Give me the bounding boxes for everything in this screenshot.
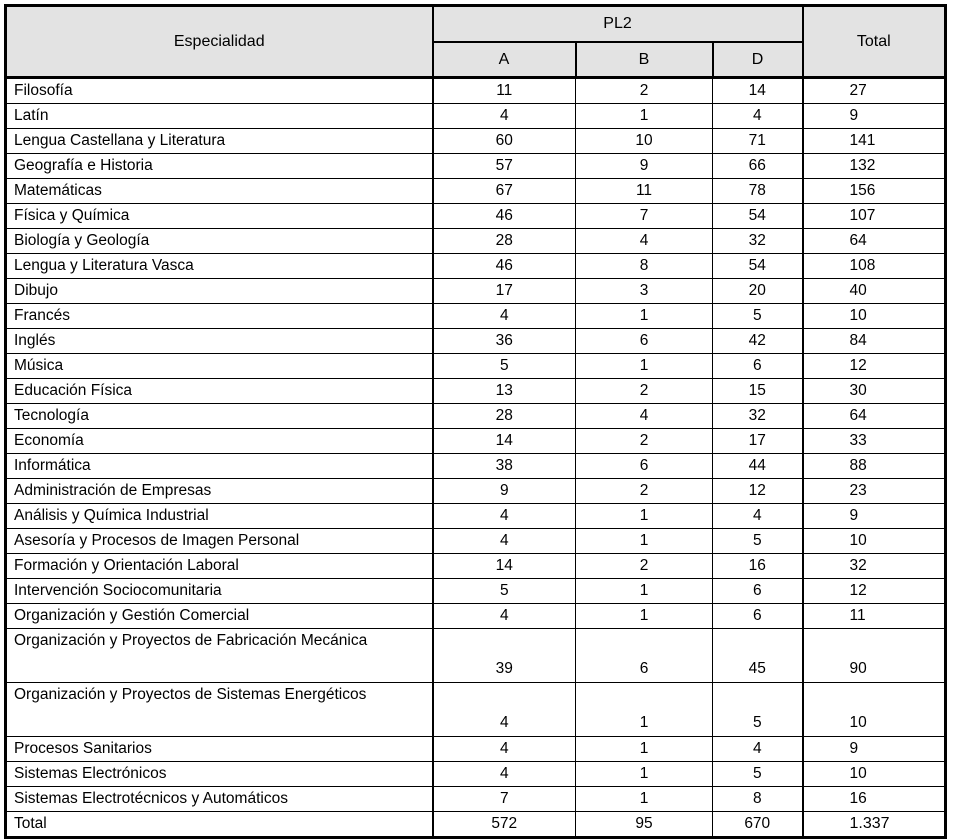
cell-pl2-d: 66 xyxy=(713,154,803,179)
cell-total: 141 xyxy=(803,129,946,154)
cell-pl2-b: 4 xyxy=(576,404,713,429)
cell-total: 9 xyxy=(803,104,946,129)
table-row xyxy=(6,154,946,179)
table-row xyxy=(6,529,946,554)
cell-pl2-a: 28 xyxy=(433,229,576,254)
cell-pl2-a: 14 xyxy=(433,554,576,579)
cell-total: 84 xyxy=(803,329,946,354)
cell-pl2-a: 13 xyxy=(433,379,576,404)
cell-pl2-d: 12 xyxy=(713,479,803,504)
cell-pl2-b: 4 xyxy=(576,229,713,254)
cell-especialidad: Inglés xyxy=(6,329,433,354)
cell-pl2-b: 10 xyxy=(576,129,713,154)
cell-pl2-b: 8 xyxy=(576,254,713,279)
cell-pl2-d: 16 xyxy=(713,554,803,579)
cell-pl2-a: 39 xyxy=(433,629,576,683)
cell-especialidad: Latín xyxy=(6,104,433,129)
cell-especialidad: Lengua Castellana y Literatura xyxy=(6,129,433,154)
cell-pl2-b: 1 xyxy=(576,604,713,629)
table-row xyxy=(6,179,946,204)
cell-pl2-b: 6 xyxy=(576,629,713,683)
cell-pl2-a: 57 xyxy=(433,154,576,179)
cell-pl2-d: 4 xyxy=(713,104,803,129)
cell-pl2-a: 5 xyxy=(433,354,576,379)
cell-especialidad: Matemáticas xyxy=(6,179,433,204)
column-group-header-pl2: PL2 xyxy=(433,6,803,43)
cell-pl2-d: 6 xyxy=(713,579,803,604)
cell-total: 12 xyxy=(803,354,946,379)
cell-pl2-a: 4 xyxy=(433,737,576,762)
cell-pl2-d: 54 xyxy=(713,204,803,229)
cell-pl2-a: 4 xyxy=(433,504,576,529)
cell-total: 88 xyxy=(803,454,946,479)
cell-total: 40 xyxy=(803,279,946,304)
cell-pl2-a: 60 xyxy=(433,129,576,154)
cell-pl2-d: 17 xyxy=(713,429,803,454)
cell-pl2-b: 1 xyxy=(576,787,713,812)
cell-especialidad: Biología y Geología xyxy=(6,229,433,254)
cell-pl2-d: 42 xyxy=(713,329,803,354)
table-row xyxy=(6,379,946,404)
cell-pl2-d: 71 xyxy=(713,129,803,154)
table-row xyxy=(6,604,946,629)
cell-pl2-b: 1 xyxy=(576,504,713,529)
cell-pl2-d: 4 xyxy=(713,737,803,762)
cell-total: 10 xyxy=(803,304,946,329)
total-row-b: 95 xyxy=(576,812,713,838)
cell-pl2-b: 1 xyxy=(576,104,713,129)
cell-especialidad: Dibujo xyxy=(6,279,433,304)
total-row-total: 1.337 xyxy=(803,812,946,838)
table-header xyxy=(6,6,946,78)
table-row xyxy=(6,229,946,254)
cell-especialidad: Organización y Proyectos de Sistemas Energéticos xyxy=(6,683,433,737)
cell-pl2-b: 6 xyxy=(576,454,713,479)
table-row xyxy=(6,479,946,504)
cell-especialidad: Filosofía xyxy=(6,78,433,104)
table-row xyxy=(6,683,946,737)
cell-pl2-b: 1 xyxy=(576,737,713,762)
cell-pl2-a: 14 xyxy=(433,429,576,454)
total-row-d: 670 xyxy=(713,812,803,838)
cell-pl2-d: 8 xyxy=(713,787,803,812)
cell-pl2-d: 15 xyxy=(713,379,803,404)
cell-pl2-d: 78 xyxy=(713,179,803,204)
cell-total: 12 xyxy=(803,579,946,604)
cell-total: 33 xyxy=(803,429,946,454)
cell-total: 108 xyxy=(803,254,946,279)
cell-pl2-b: 2 xyxy=(576,379,713,404)
cell-pl2-a: 4 xyxy=(433,304,576,329)
cell-pl2-d: 32 xyxy=(713,404,803,429)
cell-pl2-d: 5 xyxy=(713,529,803,554)
table-row xyxy=(6,629,946,683)
cell-especialidad: Educación Física xyxy=(6,379,433,404)
column-header-d: D xyxy=(713,42,803,78)
cell-especialidad: Música xyxy=(6,354,433,379)
column-header-a: A xyxy=(433,42,576,78)
table-row xyxy=(6,104,946,129)
cell-pl2-d: 5 xyxy=(713,304,803,329)
cell-especialidad: Procesos Sanitarios xyxy=(6,737,433,762)
cell-pl2-d: 5 xyxy=(713,683,803,737)
cell-especialidad: Intervención Sociocomunitaria xyxy=(6,579,433,604)
cell-pl2-a: 11 xyxy=(433,78,576,104)
cell-pl2-b: 2 xyxy=(576,554,713,579)
cell-pl2-d: 5 xyxy=(713,762,803,787)
cell-especialidad: Física y Química xyxy=(6,204,433,229)
cell-pl2-a: 5 xyxy=(433,579,576,604)
cell-pl2-a: 4 xyxy=(433,104,576,129)
cell-total: 9 xyxy=(803,737,946,762)
cell-pl2-b: 3 xyxy=(576,279,713,304)
cell-total: 132 xyxy=(803,154,946,179)
cell-especialidad: Análisis y Química Industrial xyxy=(6,504,433,529)
table-row xyxy=(6,454,946,479)
cell-especialidad: Organización y Proyectos de Fabricación Mecánica xyxy=(6,629,433,683)
cell-total: 10 xyxy=(803,529,946,554)
cell-total: 107 xyxy=(803,204,946,229)
cell-total: 156 xyxy=(803,179,946,204)
column-header-b: B xyxy=(576,42,713,78)
cell-pl2-d: 32 xyxy=(713,229,803,254)
table-row xyxy=(6,554,946,579)
cell-especialidad: Sistemas Electrónicos xyxy=(6,762,433,787)
cell-especialidad: Francés xyxy=(6,304,433,329)
cell-especialidad: Formación y Orientación Laboral xyxy=(6,554,433,579)
cell-especialidad: Informática xyxy=(6,454,433,479)
cell-especialidad: Administración de Empresas xyxy=(6,479,433,504)
column-header-total: Total xyxy=(803,6,946,78)
total-row-a: 572 xyxy=(433,812,576,838)
cell-especialidad: Organización y Gestión Comercial xyxy=(6,604,433,629)
cell-pl2-a: 17 xyxy=(433,279,576,304)
cell-pl2-a: 7 xyxy=(433,787,576,812)
cell-especialidad: Lengua y Literatura Vasca xyxy=(6,254,433,279)
cell-total: 9 xyxy=(803,504,946,529)
table-row xyxy=(6,204,946,229)
cell-especialidad: Tecnología xyxy=(6,404,433,429)
cell-especialidad: Asesoría y Procesos de Imagen Personal xyxy=(6,529,433,554)
table-row xyxy=(6,354,946,379)
cell-pl2-b: 1 xyxy=(576,354,713,379)
specialties-table xyxy=(4,4,947,839)
cell-pl2-b: 1 xyxy=(576,529,713,554)
cell-pl2-a: 46 xyxy=(433,204,576,229)
cell-pl2-b: 7 xyxy=(576,204,713,229)
cell-pl2-b: 6 xyxy=(576,329,713,354)
cell-pl2-b: 2 xyxy=(576,78,713,104)
table-row xyxy=(6,429,946,454)
cell-pl2-a: 46 xyxy=(433,254,576,279)
cell-total: 10 xyxy=(803,683,946,737)
cell-pl2-d: 54 xyxy=(713,254,803,279)
cell-total: 11 xyxy=(803,604,946,629)
cell-pl2-a: 36 xyxy=(433,329,576,354)
cell-especialidad: Geografía e Historia xyxy=(6,154,433,179)
table-row xyxy=(6,254,946,279)
cell-total: 10 xyxy=(803,762,946,787)
cell-total: 23 xyxy=(803,479,946,504)
table-row xyxy=(6,78,946,104)
cell-pl2-b: 1 xyxy=(576,762,713,787)
header-row-top xyxy=(6,6,946,43)
cell-pl2-a: 38 xyxy=(433,454,576,479)
cell-total: 27 xyxy=(803,78,946,104)
cell-total: 16 xyxy=(803,787,946,812)
cell-pl2-d: 4 xyxy=(713,504,803,529)
cell-pl2-a: 9 xyxy=(433,479,576,504)
table-row xyxy=(6,787,946,812)
cell-pl2-d: 6 xyxy=(713,604,803,629)
total-row-label: Total xyxy=(6,812,433,838)
cell-pl2-a: 4 xyxy=(433,529,576,554)
table-row xyxy=(6,304,946,329)
cell-pl2-a: 67 xyxy=(433,179,576,204)
cell-total: 30 xyxy=(803,379,946,404)
cell-pl2-d: 20 xyxy=(713,279,803,304)
cell-pl2-b: 2 xyxy=(576,429,713,454)
table-body xyxy=(6,78,946,838)
cell-pl2-b: 9 xyxy=(576,154,713,179)
cell-pl2-d: 44 xyxy=(713,454,803,479)
cell-pl2-b: 2 xyxy=(576,479,713,504)
table-row xyxy=(6,279,946,304)
cell-pl2-b: 1 xyxy=(576,683,713,737)
table-row xyxy=(6,737,946,762)
table-row xyxy=(6,762,946,787)
table-total-row xyxy=(6,812,946,838)
cell-total: 64 xyxy=(803,229,946,254)
table-row xyxy=(6,404,946,429)
cell-pl2-b: 11 xyxy=(576,179,713,204)
table-row xyxy=(6,504,946,529)
cell-pl2-d: 6 xyxy=(713,354,803,379)
cell-total: 64 xyxy=(803,404,946,429)
table-row xyxy=(6,329,946,354)
column-header-especialidad: Especialidad xyxy=(6,6,433,78)
cell-pl2-a: 4 xyxy=(433,683,576,737)
cell-pl2-d: 14 xyxy=(713,78,803,104)
cell-pl2-a: 4 xyxy=(433,604,576,629)
cell-total: 90 xyxy=(803,629,946,683)
table-row xyxy=(6,579,946,604)
cell-especialidad: Economía xyxy=(6,429,433,454)
cell-especialidad: Sistemas Electrotécnicos y Automáticos xyxy=(6,787,433,812)
cell-pl2-b: 1 xyxy=(576,304,713,329)
cell-pl2-d: 45 xyxy=(713,629,803,683)
cell-total: 32 xyxy=(803,554,946,579)
table-row xyxy=(6,129,946,154)
cell-pl2-a: 4 xyxy=(433,762,576,787)
cell-pl2-a: 28 xyxy=(433,404,576,429)
cell-pl2-b: 1 xyxy=(576,579,713,604)
